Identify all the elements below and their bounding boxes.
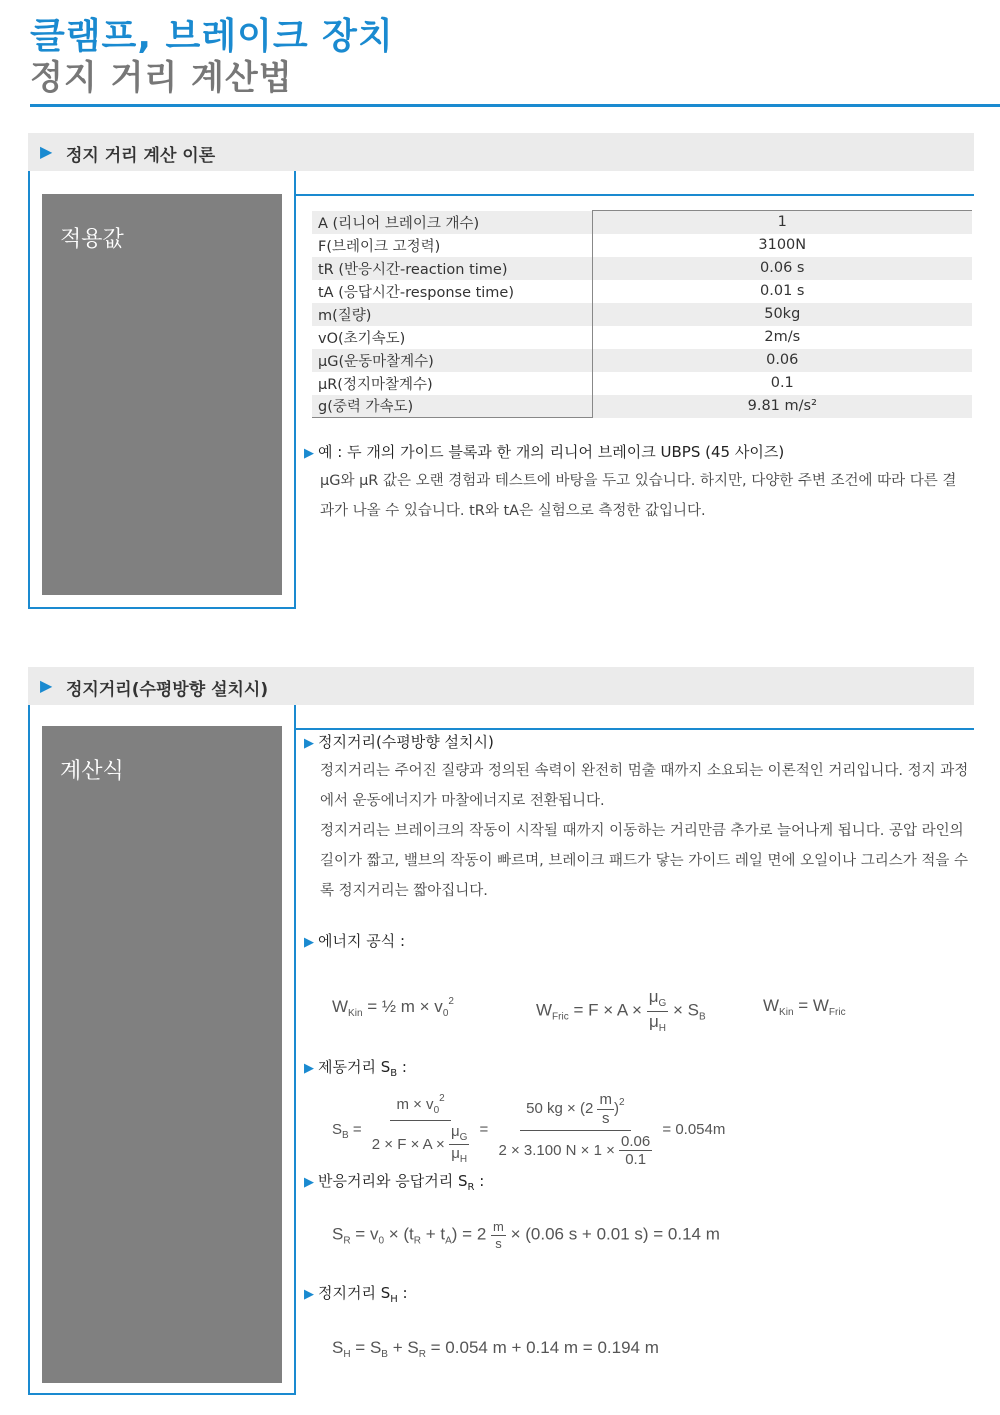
panel-label: 계산식 bbox=[60, 759, 124, 784]
section-rule bbox=[294, 194, 974, 196]
table-row bbox=[312, 395, 972, 418]
braking-heading bbox=[304, 1056, 407, 1079]
table-value: 0.01 s bbox=[760, 283, 805, 299]
play-arrow-icon: ▶ bbox=[304, 1175, 314, 1190]
title-divider bbox=[30, 104, 1000, 107]
table-key: F(브레이크 고정력) bbox=[312, 234, 592, 257]
sb-mass: 50 bbox=[526, 1100, 543, 1118]
table-value: 3100N bbox=[758, 237, 807, 253]
sb-mu-h: 0.1 bbox=[625, 1151, 647, 1169]
reaction-heading-text: 반응거리와 응답거리 S bbox=[318, 1172, 468, 1190]
braking-heading-text: 제동거리 S bbox=[318, 1058, 391, 1076]
reaction-heading bbox=[304, 1170, 484, 1193]
table-key: μG(운동마찰계수) bbox=[312, 349, 592, 372]
table-row bbox=[312, 234, 972, 257]
table-key: μR(정지마찰계수) bbox=[312, 372, 592, 395]
section-header-stopping bbox=[28, 667, 974, 705]
table-row bbox=[312, 349, 972, 372]
sb-mu-g: 0.06 bbox=[621, 1132, 651, 1150]
stopping-heading-text: 정지거리(수평방향 설치시) bbox=[318, 733, 494, 751]
table-row bbox=[312, 372, 972, 395]
reaction-heading-sub: R bbox=[467, 1182, 475, 1193]
play-arrow-icon: ▶ bbox=[304, 1287, 314, 1302]
stop-heading-text: 정지거리 S bbox=[318, 1284, 391, 1302]
example-heading-text: 예 : 두 개의 가이드 블록과 한 개의 리니어 브레이크 UBPS (45 사이즈) bbox=[318, 443, 785, 461]
values-table bbox=[312, 210, 972, 418]
example-text: μG와 μR 값은 오랜 경험과 테스트에 바탕을 두고 있습니다. 하지만, 다양한 주변 조건에 따라 다른 결과가 나올 수 있습니다. tR와 tA은 실험으로 측정한 값입니다. bbox=[320, 473, 957, 519]
table-key: tR (반응시간-reaction time) bbox=[312, 257, 592, 280]
section-heading: 정지거리(수평방향 설치시) bbox=[66, 680, 269, 700]
table-row bbox=[312, 257, 972, 280]
play-arrow-icon: ▶ bbox=[304, 446, 314, 461]
stop-heading-sub: H bbox=[390, 1294, 398, 1305]
table-value: 0.06 s bbox=[592, 257, 972, 280]
formula-stopping-distance: $S_H = S_B + S_R = 0.054$ m + 0.14 m = 0.194 m bbox=[332, 1338, 659, 1360]
table-value: 2m/s bbox=[764, 329, 801, 345]
play-arrow-icon: ▶ bbox=[304, 935, 314, 950]
energy-heading bbox=[304, 930, 405, 951]
section-rule bbox=[294, 728, 974, 730]
table-value: 0.06 bbox=[592, 349, 972, 372]
table-value: 9.81 m/s² bbox=[592, 395, 972, 418]
formula-energy-balance: $W_{Kin} = W_{Fric}$ bbox=[763, 996, 846, 1018]
play-arrow-icon: ▶ bbox=[40, 142, 53, 161]
sb-force: 3.100 bbox=[523, 1141, 562, 1159]
formula-friction-energy: $W_{Fric} = F \times A$ × $\frac{\mu_G}{\mu_H}$ × $S_B$ bbox=[536, 987, 706, 1034]
paragraph-1: 정지거리는 주어진 질량과 정의된 속력이 완전히 멈출 때까지 소요되는 이론적인 거리입니다. 정지 과정에서 운동에너지가 마찰에너지로 전환됩니다. bbox=[320, 763, 969, 809]
sb-result: = 0.054m bbox=[662, 1120, 726, 1138]
table-key: g(중력 가속도) bbox=[312, 395, 592, 418]
braking-heading-sub: B bbox=[390, 1068, 398, 1079]
formula-braking-distance: $S_B$ = $m \times v_0^2$ 2 × F × A × $\frac{\mu_G}{\mu_H}$ = 50 kg × (2 $\frac{m}{s}$ )$^2$ 2 × 3.100 N × 1 × $\frac{0.06}{0.1}$ = 0.054m bbox=[332, 1091, 726, 1169]
play-arrow-icon: ▶ bbox=[304, 736, 314, 751]
example-heading bbox=[304, 441, 784, 462]
table-key: tA (응답시간-response time) bbox=[312, 280, 592, 303]
formula-reaction-distance: $S_R = v_0 \times (t_R + t_A) = 2$ $\frac{m}{s}$ × (0.06 s + 0.01 s) = 0.14 m bbox=[332, 1219, 720, 1251]
page-subtitle: 정지 거리 계산법 bbox=[30, 58, 293, 98]
table-key: A (리니어 브레이크 개수) bbox=[312, 211, 592, 234]
sh-tail: = 0.054 m + 0.14 m = 0.194 m bbox=[430, 1338, 659, 1357]
section-heading: 정지 거리 계산 이론 bbox=[66, 146, 216, 166]
label-panel bbox=[42, 194, 282, 595]
energy-heading-text: 에너지 공식 : bbox=[318, 932, 406, 950]
paragraph-2: 정지거리는 브레이크의 작동이 시작될 때까지 이동하는 거리만큼 추가로 늘어나게 됩니다. 공압 라인의 길이가 짧고, 밸브의 작동이 빠르며, 브레이크 패드가 닿는 가이드 레일 면에 오일이나 그리스가 적을 수록 정지거리는 짧아집니다. bbox=[320, 823, 969, 899]
table-value: 0.1 bbox=[770, 375, 794, 391]
reaction-heading-colon: : bbox=[474, 1172, 485, 1190]
stopping-heading bbox=[304, 731, 494, 752]
table-key: vO(초기속도) bbox=[312, 326, 592, 349]
play-arrow-icon: ▶ bbox=[40, 676, 53, 695]
formula-kinetic-energy: $W_{Kin}$ = ½ $m \times v_0^2$ bbox=[332, 996, 454, 1019]
table-row bbox=[312, 326, 972, 349]
label-panel bbox=[42, 726, 282, 1383]
stop-heading bbox=[304, 1282, 408, 1305]
table-value: 50kg bbox=[592, 303, 972, 326]
table-key: m(질량) bbox=[312, 303, 592, 326]
table-value: 1 bbox=[592, 211, 972, 234]
table-row bbox=[312, 280, 972, 303]
page-title: 클램프, 브레이크 장치 bbox=[30, 16, 394, 57]
section-header-theory bbox=[28, 133, 974, 171]
table-row bbox=[312, 303, 972, 326]
play-arrow-icon: ▶ bbox=[304, 1061, 314, 1076]
braking-heading-colon: : bbox=[397, 1058, 407, 1076]
stop-heading-colon: : bbox=[397, 1284, 408, 1302]
table-row bbox=[312, 211, 972, 234]
sr-tail: (0.06 s + 0.01 s) = 0.14 m bbox=[525, 1224, 720, 1244]
panel-label: 적용값 bbox=[60, 227, 124, 252]
